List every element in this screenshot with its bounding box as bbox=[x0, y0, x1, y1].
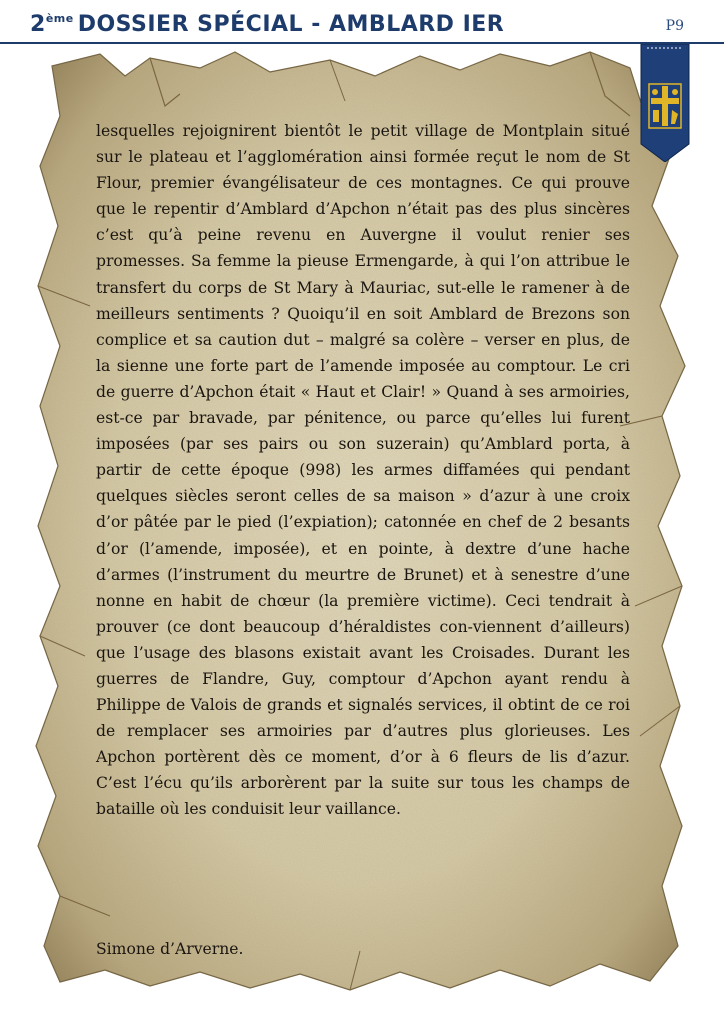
header-divider bbox=[0, 42, 724, 44]
title-ordinal-suffix: ème bbox=[45, 12, 74, 25]
article-body bbox=[96, 118, 630, 823]
title-ordinal: 2 bbox=[30, 12, 46, 37]
title-text: DOSSIER SPÉCIAL - AMBLARD IER bbox=[77, 12, 505, 37]
page-number: P9 bbox=[665, 18, 684, 34]
section-title bbox=[30, 14, 504, 36]
heraldic-banner-icon bbox=[639, 44, 691, 162]
article-signature: Simone d’Arverne. bbox=[96, 940, 244, 958]
page-header bbox=[0, 0, 724, 48]
article-paragraph: lesquelles rejoignirent bientôt le petit village de Montplain situé sur le plateau et l’agglomération ainsi formée reçut le nom de St Flour, premier évangélisateur de ces montagnes. Ce qui prouve que le repentir d’Amblard d’Apchon n’était pas des plus sincères c’est qu’à peine revenu en Auvergne il voulut renier ses promesses. Sa femme la pieuse Ermengarde, à qui l’on attribue le transfert du corps de St Mary à Mauriac, sut-elle le ramener à de meilleurs sentiments ? Quoiqu’il en soit Amblard de Brezons son complice et sa caution dut – malgré sa colère – verser en plus, de la sienne une forte part de l’amende imposée au comptour. Le cri de guerre d’Apchon était « Haut et Clair! » Quand à ses armoiries, est-ce par bravade, par pénitence, ou parce qu’elles lui furent imposées (par ses pairs ou son suzerain) qu’Amblard porta, à partir de cette époque (998) les armes diffamées qui pendant quelques siècles seront celles de sa maison » d’azur à une croix d’or pâtée par le pied (l’expiation); catonnée en chef de 2 besants d’or (l’amende, imposée), et en pointe, à dextre d’une hache d’armes (l’instrument du meurtre de Brunet) et à senestre d’une nonne en habit de chœur (la première victime). Ceci tendrait à prouver (ce dont beaucoup d’héraldistes con-viennent d’ailleurs) que l’usage des blasons existait avant les Croisades. Durant les guerres de Flandre, Guy, comptour d’Apchon ayant rendu à Philippe de Valois de grands et signalés services, il obtint de ce roi de remplacer ses armoiries par d’autres plus glorieuses. Les Apchon portèrent dès ce moment, d’or à 6 fleurs de lis d’azur. C’est l’écu qu’ils arborèrent par la suite sur tous les champs de bataille où les conduisit leur vaillance. bbox=[96, 122, 630, 819]
